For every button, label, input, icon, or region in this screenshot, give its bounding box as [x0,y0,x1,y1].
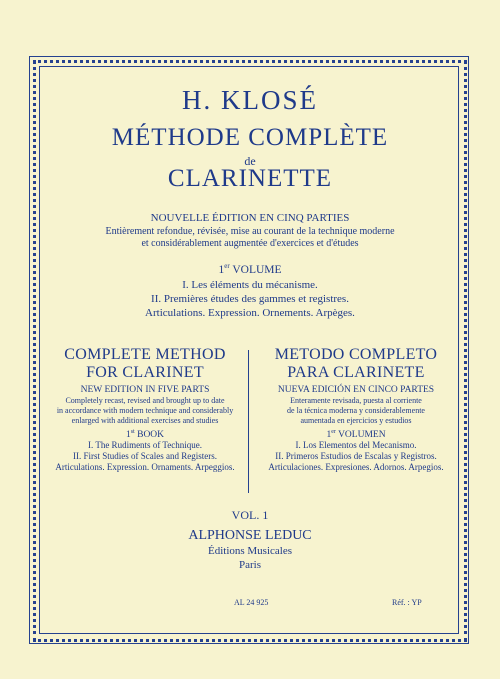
english-title: COMPLETE METHOD FOR CLARINET [64,346,226,381]
list-item: II. First Studies of Scales and Registers. [73,451,217,462]
spanish-description: Enteramente revisada, puesta al corriente de la técnica moderna y considerablemente aumentada en ejercicios y estudios [287,396,425,425]
list-item: Articulaciones. Expresiones. Adornos. Arpegios. [268,462,444,473]
volume-label: VOL. 1 [231,508,269,522]
list-item: Articulations. Expression. Ornements. Arpèges. [145,307,355,319]
spanish-edition: NUEVA EDICIÓN EN CINCO PARTES [277,385,435,395]
reference-code: Réf. : YP [392,598,422,607]
spanish-volume: 1er VOLUMEN [326,429,386,441]
list-item: I. The Rudiments of Technique. [87,440,203,451]
english-book: 1st BOOK [125,429,165,441]
list-item: II. Primeros Estudios de Escalas y Registros. [275,451,437,462]
column-divider [248,350,249,493]
spanish-title: METODO COMPLETO PARA CLARINETE [274,346,438,381]
catalog-number: AL 24 925 [234,598,269,607]
list-item: I. Les éléments du mécanisme. [182,279,318,291]
french-edition: NOUVELLE ÉDITION EN CINQ PARTIES [150,212,350,224]
publisher-city: Paris [239,559,261,571]
english-column [45,346,245,473]
french-volume: 1er VOLUME [218,262,282,276]
english-description: Completely recast, revised and brought up to date in accordance with modern technique and considerably enlarged with additional exercises and studies [56,396,234,425]
french-description: Entièrement refondue, révisée, mise au courant de la technique moderne et considérablement augmentée d'exercices et d'études [105,226,395,249]
english-contents [45,440,245,473]
list-item: I. Los Elementos del Mecanismo. [295,440,417,451]
title-connector: de [244,154,256,168]
english-edition: NEW EDITION IN FIVE PARTS [80,385,210,395]
publisher-name: ALPHONSE LEDUC [188,528,312,543]
spanish-column [256,346,456,473]
list-item: II. Premières études des gammes et registres. [151,293,349,305]
list-item: Articulations. Expression. Ornaments. Arpeggios. [55,462,235,473]
title-line-2: CLARINETTE [167,165,333,192]
author-name: H. KLOSÉ [182,85,318,115]
french-contents [0,278,500,320]
spanish-contents [256,440,456,473]
publisher-subtitle: Éditions Musicales [207,545,293,557]
title-line-1: MÉTHODE COMPLÈTE [111,124,389,151]
